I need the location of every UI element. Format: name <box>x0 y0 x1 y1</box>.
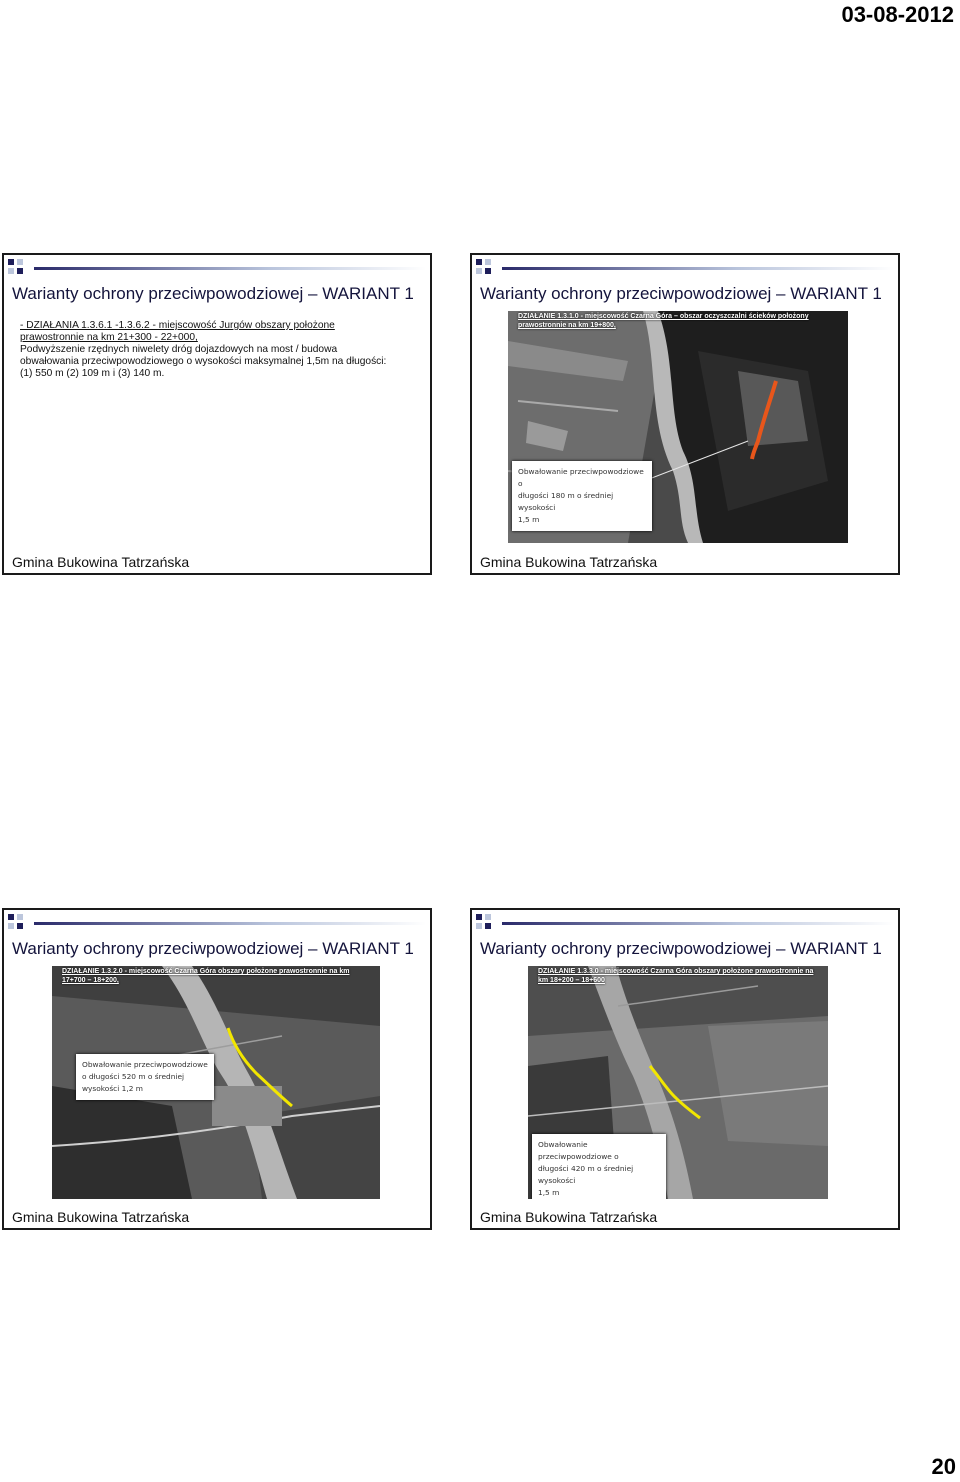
note-line-3: 1,5 m <box>538 1188 560 1197</box>
note-line-2: długości 180 m o średniej wysokości <box>518 491 614 512</box>
slide-footer: Gmina Bukowina Tatrzańska <box>480 554 658 570</box>
embankment-note <box>532 1134 666 1199</box>
note-line-2: o długości 520 m o średniej <box>82 1072 185 1081</box>
body-line-2: prawostronnie na km 21+300 - 22+000, <box>20 332 198 343</box>
note-line-1: Obwałowanie przeciwpowodziowe o <box>538 1140 619 1161</box>
aerial-photo-czarna-gora-oczyszczalnia <box>508 311 848 543</box>
slide-title-rule <box>502 922 894 925</box>
note-line-3: 1,5 m <box>518 515 540 524</box>
body-line-4: obwałowania przeciwpowodziowego o wysokości maksymalnej 1,5m na długości: <box>20 356 387 367</box>
note-line-3: wysokości 1,2 m <box>82 1084 143 1093</box>
embankment-note <box>76 1054 214 1100</box>
note-line-2: długości 420 m o średniej wysokości <box>538 1164 634 1185</box>
slide-2 <box>470 253 900 575</box>
page-date: 03-08-2012 <box>841 2 954 27</box>
note-line-1: Obwałowanie przeciwpowodziowe <box>82 1060 208 1069</box>
aerial-photo-czarna-gora-17700 <box>52 966 380 1199</box>
page-number: 20 <box>931 1454 956 1479</box>
body-line-1: - DZIAŁANIA 1.3.6.1 -1.3.6.2 - miejscowość Jurgów obszary położone <box>20 320 335 331</box>
slide-title-rule <box>34 267 426 270</box>
aerial-caption: DZIAŁANIE 1.3.1.0 - miejscowość Czarna Góra – obszar oczyszczalni ścieków położony prawostronnie na km 19+800, <box>518 313 809 329</box>
aerial-photo-czarna-gora-18200 <box>528 966 828 1199</box>
slide-body-text <box>20 320 420 380</box>
slide-footer: Gmina Bukowina Tatrzańska <box>12 1209 190 1225</box>
slide-title: Warianty ochrony przeciwpowodziowej – WARIANT 1 <box>12 939 414 958</box>
slide-3 <box>2 908 432 1230</box>
body-line-3: Podwyższenie rzędnych niwelety dróg dojazdowych na most / budowa <box>20 344 338 355</box>
slide-title: Warianty ochrony przeciwpowodziowej – WARIANT 1 <box>480 939 882 958</box>
slide-1 <box>2 253 432 575</box>
note-line-1: Obwałowanie przeciwpowodziowe o <box>518 467 644 488</box>
slide-footer: Gmina Bukowina Tatrzańska <box>12 554 190 570</box>
embankment-note <box>512 461 652 531</box>
aerial-caption: DZIAŁANIE 1.3.3.0 - miejscowość Czarna Góra obszary położone prawostronnie na km 18+200 – 18+600 <box>538 968 814 984</box>
slide-title-rule <box>34 922 426 925</box>
slide-footer: Gmina Bukowina Tatrzańska <box>480 1209 658 1225</box>
body-line-5: (1) 550 m (2) 109 m i (3) 140 m. <box>20 368 165 379</box>
slide-title: Warianty ochrony przeciwpowodziowej – WARIANT 1 <box>12 284 414 303</box>
aerial-caption: DZIAŁANIE 1.3.2.0 - miejscowość Czarna Góra obszary położone prawostronnie na km 17+700 – 18+200, <box>62 968 350 984</box>
slide-title-rule <box>502 267 894 270</box>
slide-4 <box>470 908 900 1230</box>
slide-title: Warianty ochrony przeciwpowodziowej – WARIANT 1 <box>480 284 882 303</box>
